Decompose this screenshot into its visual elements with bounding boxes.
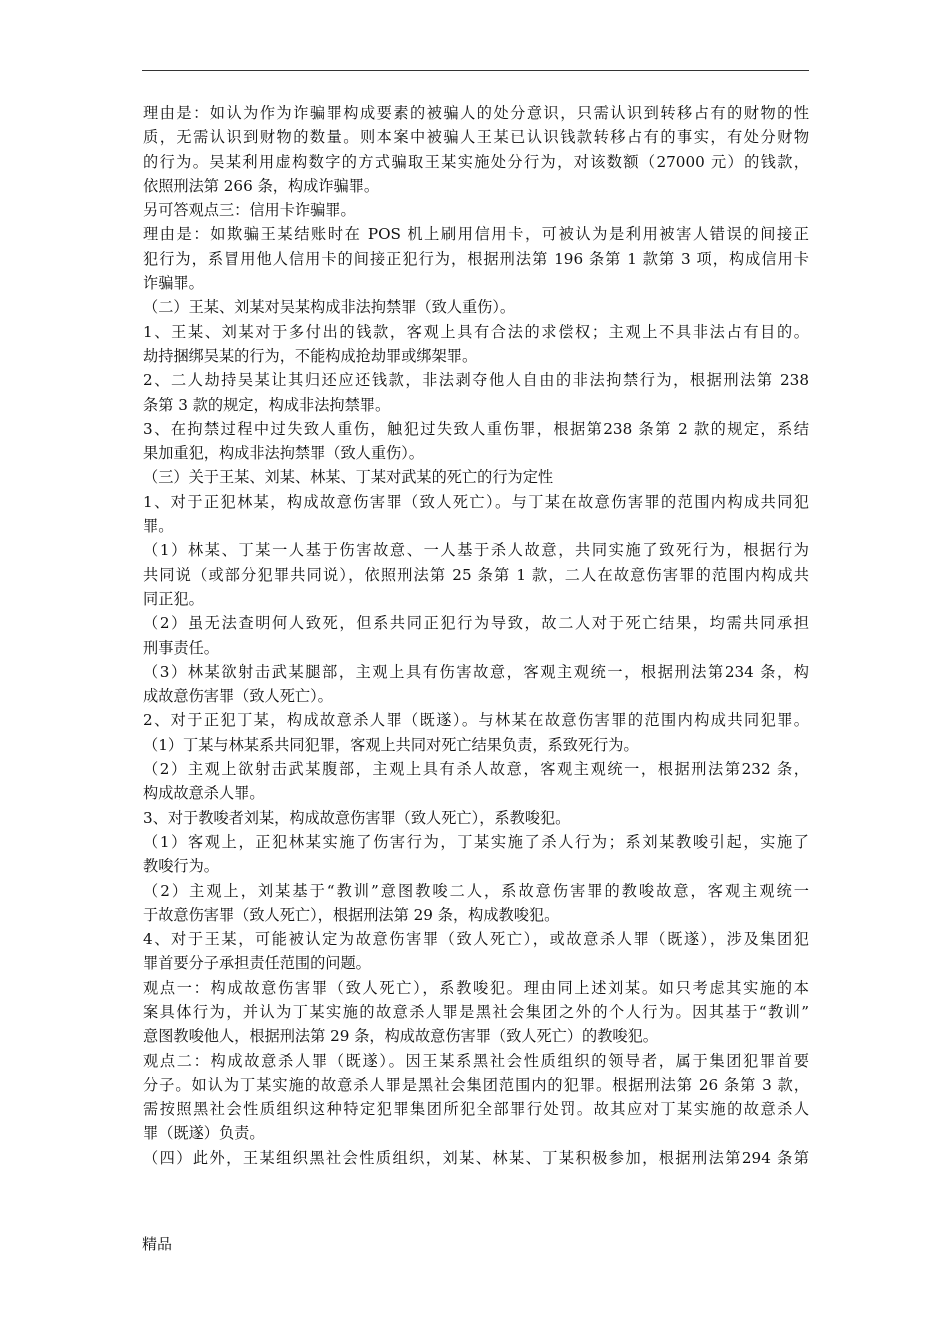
document-body bbox=[143, 101, 809, 1170]
text-line: 罪（既遂）负责。 bbox=[143, 1124, 265, 1143]
footer-text: 精品 bbox=[142, 1235, 173, 1253]
text-line: （1）林某、丁某一人基于伤害故意、一人基于杀人故意，共同实施了致死行为，根据行为 bbox=[143, 541, 809, 560]
text-line: 3、对于教唆者刘某，构成故意伤害罪（致人死亡），系教唆犯。 bbox=[143, 808, 571, 827]
text-line: 2、二人劫持吴某让其归还应还钱款，非法剥夺他人自由的非法拘禁行为，根据刑法第 238 bbox=[143, 371, 809, 390]
text-line: 诈骗罪。 bbox=[143, 274, 204, 293]
text-line: （1）客观上，正犯林某实施了伤害行为，丁某实施了杀人行为；系刘某教唆引起，实施了 bbox=[143, 832, 809, 851]
text-line: （2）主观上欲射击武某腹部，主观上具有杀人故意，客观主观统一，根据刑法第232 条， bbox=[143, 760, 809, 779]
text-line: 条第 3 款的规定，构成非法拘禁罪。 bbox=[143, 395, 391, 414]
text-line: 理由是：如欺骗王某结账时在 POS 机上刷用信用卡，可被认为是利用被害人错误的间接正 bbox=[143, 225, 809, 244]
text-line: 观点二：构成故意杀人罪（既遂）。因王某系黑社会性质组织的领导者，属于集团犯罪首要 bbox=[143, 1051, 809, 1070]
text-line: （四）此外，王某组织黑社会性质组织，刘某、林某、丁某积极参加，根据刑法第294 条第 bbox=[143, 1148, 809, 1167]
text-line: 的行为。吴某利用虚构数字的方式骗取王某实施处分行为，对该数额（27000 元）的钱款， bbox=[143, 152, 809, 171]
text-line: （二）王某、刘某对吴某构成非法拘禁罪（致人重伤）。 bbox=[143, 298, 516, 317]
text-line: 同正犯。 bbox=[143, 589, 204, 608]
text-line: 案具体行为，并认为丁某实施的故意杀人罪是黑社会集团之外的个人行为。因其基于“教训” bbox=[143, 1002, 809, 1021]
text-line: 成故意伤害罪（致人死亡）。 bbox=[143, 687, 333, 706]
text-line: 于故意伤害罪（致人死亡），根据刑法第 29 条，构成教唆犯。 bbox=[143, 905, 560, 924]
text-line: 2、对于正犯丁某，构成故意杀人罪（既遂）。与林某在故意伤害罪的范围内构成共同犯罪。 bbox=[143, 711, 809, 730]
text-line: 分子。如认为丁某实施的故意杀人罪是黑社会集团范围内的犯罪。根据刑法第 26 条第 3 款， bbox=[143, 1075, 809, 1094]
text-line: 刑事责任。 bbox=[143, 638, 219, 657]
text-line: 1、对于正犯林某，构成故意伤害罪（致人死亡）。与丁某在故意伤害罪的范围内构成共同犯 bbox=[143, 492, 809, 511]
text-line: （3）林某欲射击武某腿部，主观上具有伤害故意，客观主观统一，根据刑法第234 条，构 bbox=[143, 662, 809, 681]
text-line: 构成故意杀人罪。 bbox=[143, 784, 265, 803]
text-line: 意图教唆他人，根据刑法第 29 条，构成故意伤害罪（致人死亡）的教唆犯。 bbox=[143, 1027, 658, 1046]
text-line: 理由是：如认为作为诈骗罪构成要素的被骗人的处分意识，只需认识到转移占有的财物的性 bbox=[143, 104, 809, 122]
text-line: 罪。 bbox=[143, 517, 174, 536]
header-rule bbox=[142, 70, 809, 71]
text-line: 劫持捆绑吴某的行为，不能构成抢劫罪或绑架罪。 bbox=[143, 346, 478, 365]
text-line: 共同说（或部分犯罪共同说），依照刑法第 25 条第 1 款，二人在故意伤害罪的范围内构成共 bbox=[143, 565, 809, 584]
text-line: 需按照黑社会性质组织这种特定犯罪集团所犯全部罪行处罚。故其应对丁某实施的故意杀人 bbox=[143, 1100, 809, 1119]
text-line: 观点一：构成故意伤害罪（致人死亡），系教唆犯。理由同上述刘某。如只考虑其实施的本 bbox=[143, 978, 809, 997]
text-line: （2）虽无法查明何人致死，但系共同正犯行为导致，故二人对于死亡结果，均需共同承担 bbox=[143, 614, 809, 633]
text-line: 犯行为，系冒用他人信用卡的间接正犯行为，根据刑法第 196 条第 1 款第 3 项，构成信用卡 bbox=[143, 249, 809, 268]
text-line: 质，无需认识到财物的数量。则本案中被骗人王某已认识钱款转移占有的事实，有处分财物 bbox=[143, 128, 809, 147]
text-line: 教唆行为。 bbox=[143, 857, 219, 876]
text-line: 3、在拘禁过程中过失致人重伤，触犯过失致人重伤罪，根据第238 条第 2 款的规定，系结 bbox=[143, 419, 809, 438]
text-line: 依照刑法第 266 条，构成诈骗罪。 bbox=[143, 176, 380, 195]
text-line: （2）主观上，刘某基于“教训”意图教唆二人，系故意伤害罪的教唆故意，客观主观统一 bbox=[143, 881, 809, 900]
text-line: 另可答观点三：信用卡诈骗罪。 bbox=[143, 201, 356, 220]
text-line: （1）丁某与林某系共同犯罪，客观上共同对死亡结果负责，系致死行为。 bbox=[143, 735, 639, 754]
text-line: 罪首要分子承担责任范围的问题。 bbox=[143, 954, 371, 973]
text-line: 4、对于王某，可能被认定为故意伤害罪（致人死亡），或故意杀人罪（既遂），涉及集团犯 bbox=[143, 930, 809, 949]
text-line: 果加重犯，构成非法拘禁罪（致人重伤）。 bbox=[143, 444, 424, 463]
text-line: 1、王某、刘某对于多付出的钱款，客观上具有合法的求偿权；主观上不具非法占有目的。 bbox=[143, 322, 809, 341]
text-line: （三）关于王某、刘某、林某、丁某对武某的死亡的行为定性 bbox=[143, 468, 554, 487]
